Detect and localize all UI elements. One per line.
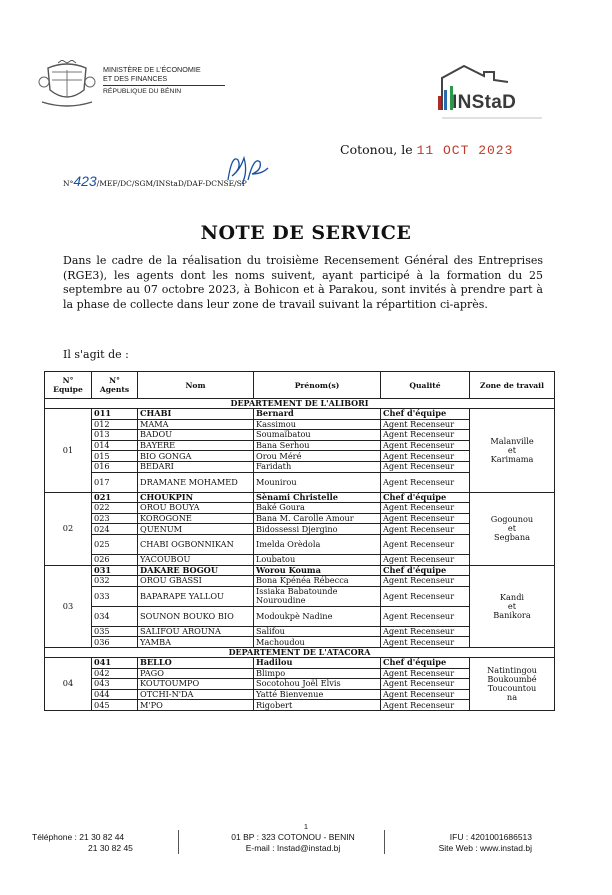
work-zone-line: Segbana [494, 532, 530, 543]
agent-name: YAMBA [138, 637, 254, 648]
work-zone [470, 657, 555, 710]
agent-role: Agent Recenseur [381, 689, 470, 700]
table-row [45, 409, 555, 420]
agent-number: 035 [92, 626, 138, 637]
team-number: 01 [45, 409, 92, 493]
agent-name: BEDARI [138, 461, 254, 472]
department-name: DEPARTEMENT DE L'ATACORA [45, 647, 555, 657]
agent-name: DAKARE BOGOU [138, 565, 254, 576]
agent-role: Agent Recenseur [381, 606, 470, 626]
team-number: 02 [45, 492, 92, 565]
work-zone-line: Boukoumbé [487, 673, 537, 684]
agent-firstname: Modoukpè Nadine [254, 606, 381, 626]
agent-firstname: Imelda Orèdola [254, 534, 381, 554]
agent-firstname: Blimpo [254, 668, 381, 679]
agent-name: QUENUM [138, 524, 254, 535]
footer-phone [32, 832, 133, 853]
agent-role: Agent Recenseur [381, 637, 470, 648]
agent-name: PAGO [138, 668, 254, 679]
agent-number: 045 [92, 700, 138, 711]
republic-name: RÉPUBLIQUE DU BÉNIN [103, 88, 182, 96]
agent-firstname: Loubatou [254, 554, 381, 565]
header-zone: Zone de travail [470, 372, 555, 399]
work-zone-line: et [507, 523, 517, 534]
agent-firstname: Bernard [254, 409, 381, 420]
agent-number: 031 [92, 565, 138, 576]
agent-firstname: Baké Goura [254, 503, 381, 514]
work-zone-line: Banikora [493, 609, 531, 620]
agent-role: Agent Recenseur [381, 513, 470, 524]
agent-role: Agent Recenseur [381, 576, 470, 587]
footer-address-line1: 01 BP : 323 COTONOU - BENIN [231, 832, 355, 842]
work-zone-line: et [507, 444, 517, 455]
table-row [45, 492, 555, 503]
agent-name: CHABI OGBONNIKAN [138, 534, 254, 554]
footer-address [208, 832, 378, 853]
benin-coat-of-arms-icon [38, 60, 96, 110]
header-role: Qualité [381, 372, 470, 399]
work-zone-line: Karimama [490, 453, 534, 464]
agent-role: Agent Recenseur [381, 419, 470, 430]
agent-firstname: Bona Kpénéa Rébecca [254, 576, 381, 587]
agent-number: 026 [92, 554, 138, 565]
agent-name: OROU BOUYA [138, 503, 254, 514]
agent-number: 032 [92, 576, 138, 587]
agent-firstname: Mounirou [254, 472, 381, 492]
agent-name: BELLO [138, 657, 254, 668]
agent-firstname: Machoudou [254, 637, 381, 648]
reference-path: /MEF/DC/SGM/INStaD/DAF-DCNSE/SP [96, 179, 247, 188]
footer-phone-line2: 21 30 82 45 [88, 842, 133, 853]
agent-role: Agent Recenseur [381, 586, 470, 606]
reference-prefix: N° [63, 179, 74, 188]
page-number: 1 [303, 822, 309, 831]
footer-ifu-website [398, 832, 532, 853]
agent-firstname: Bidossessi Djergino [254, 524, 381, 535]
agent-role: Agent Recenseur [381, 503, 470, 514]
agent-firstname: Orou Méré [254, 451, 381, 462]
agent-name: SOUNON BOUKO BIO [138, 606, 254, 626]
agent-name: OROU GBASSI [138, 576, 254, 587]
ministry-name-line1: MINISTÈRE DE L'ÉCONOMIE [103, 65, 201, 74]
team-number: 03 [45, 565, 92, 647]
agent-number: 043 [92, 679, 138, 690]
agent-role: Agent Recenseur [381, 679, 470, 690]
city-label: Cotonou, le [340, 142, 413, 157]
agent-name: YACOUBOU [138, 554, 254, 565]
footer-divider [384, 830, 385, 854]
agent-number: 034 [92, 606, 138, 626]
agent-number: 044 [92, 689, 138, 700]
footer-divider [178, 830, 179, 854]
agent-number: 033 [92, 586, 138, 606]
agent-name: BAYERE [138, 440, 254, 451]
header-name: Nom [138, 372, 254, 399]
team-number: 04 [45, 657, 92, 710]
agent-role: Chef d'équipe [381, 492, 470, 503]
agent-role: Chef d'équipe [381, 565, 470, 576]
agent-role: Agent Recenseur [381, 554, 470, 565]
reference-number [63, 173, 247, 189]
header-agent: N° Agents [92, 372, 138, 399]
agent-name: KOROGONE [138, 513, 254, 524]
department-row [45, 399, 555, 409]
agent-number: 036 [92, 637, 138, 648]
footer-email: E-mail : Instad@instad.bj [245, 842, 341, 853]
ministry-name-line2: ET DES FINANCES [103, 73, 168, 83]
agent-role: Agent Recenseur [381, 461, 470, 472]
agent-firstname: Bana Serhou [254, 440, 381, 451]
agent-role: Agent Recenseur [381, 472, 470, 492]
agent-firstname: Worou Kouma [254, 565, 381, 576]
footer-ifu: IFU : 4201001686513 [449, 832, 532, 842]
footer-website: Site Web : www.instad.bj [438, 842, 532, 853]
agent-firstname: Bana M. Carolle Amour [254, 513, 381, 524]
agent-role: Agent Recenseur [381, 440, 470, 451]
agent-firstname: Issiaka Babatounde Nouroudine [254, 586, 381, 606]
agent-name: SALIFOU AROUNA [138, 626, 254, 637]
department-row [45, 647, 555, 657]
agent-name: BAPARAPE YALLOU [138, 586, 254, 606]
agent-number: 014 [92, 440, 138, 451]
agent-number: 021 [92, 492, 138, 503]
work-zone-line: et [507, 600, 517, 611]
agent-number: 024 [92, 524, 138, 535]
agent-name: DRAMANE MOHAMED [138, 472, 254, 492]
agent-role: Agent Recenseur [381, 524, 470, 535]
work-zone-line: Malanville [490, 435, 534, 446]
agent-name: M'PO [138, 700, 254, 711]
work-zone-line: Kandi [499, 591, 525, 602]
body-paragraph: Dans le cadre de la réalisation du troisième Recensement Général des Entreprises (RGE3), les agents dont les noms suivent, ayant participé à la formation du 25 septembre au 07 octobre 2023, à Bohicon et à Parakou, sont invités à prendre part à la phase de collecte dans leur zone de travail suivant la répartition ci-après. [63, 254, 543, 312]
agent-firstname: Rigobert [254, 700, 381, 711]
table-row [45, 565, 555, 576]
agent-number: 025 [92, 534, 138, 554]
ministry-divider [103, 85, 225, 86]
agent-role: Chef d'équipe [381, 657, 470, 668]
table-row [45, 657, 555, 668]
agent-role: Chef d'équipe [381, 409, 470, 420]
agent-role: Agent Recenseur [381, 451, 470, 462]
agent-number: 015 [92, 451, 138, 462]
work-zone [470, 565, 555, 647]
work-zone-line: Toucountou [487, 682, 537, 693]
reference-handwritten-number: 423 [73, 173, 97, 189]
table-header-row [45, 372, 555, 399]
agent-role: Agent Recenseur [381, 668, 470, 679]
agent-role: Agent Recenseur [381, 626, 470, 637]
agents-table [44, 371, 555, 711]
work-zone-line: na [506, 691, 518, 702]
agent-number: 012 [92, 419, 138, 430]
department-name: DEPARTEMENT DE L'ALIBORI [45, 399, 555, 409]
agent-number: 042 [92, 668, 138, 679]
agent-firstname: Socotohou Joël Elvis [254, 679, 381, 690]
agent-role: Agent Recenseur [381, 430, 470, 441]
agent-name: BADOU [138, 430, 254, 441]
ministry-header [103, 66, 225, 97]
work-zone [470, 409, 555, 493]
agent-firstname: Sènami Christelle [254, 492, 381, 503]
agent-number: 041 [92, 657, 138, 668]
agent-number: 023 [92, 513, 138, 524]
agent-number: 011 [92, 409, 138, 420]
place-and-date [340, 142, 513, 158]
agent-name: BIO GONGA [138, 451, 254, 462]
agent-number: 022 [92, 503, 138, 514]
agent-name: CHOUKPIN [138, 492, 254, 503]
agent-name: MAMA [138, 419, 254, 430]
agent-name: OTCHI-N'DA [138, 689, 254, 700]
agent-name: CHABI [138, 409, 254, 420]
agent-firstname: Faridath [254, 461, 381, 472]
work-zone-line: Natintingou [487, 664, 537, 675]
handwritten-signature-icon [222, 150, 272, 188]
agent-firstname: Yatté Bienvenue [254, 689, 381, 700]
work-zone [470, 492, 555, 565]
agent-name: KOUTOUMPO [138, 679, 254, 690]
document-title: NOTE DE SERVICE [200, 222, 412, 244]
agent-number: 017 [92, 472, 138, 492]
agent-number: 016 [92, 461, 138, 472]
agent-firstname: Salifou [254, 626, 381, 637]
intro-text: Il s'agit de : [63, 348, 129, 361]
agent-firstname: Soumaïbatou [254, 430, 381, 441]
agent-number: 013 [92, 430, 138, 441]
work-zone-line: Gogounou [490, 514, 534, 525]
table-body [45, 399, 555, 711]
instad-logo-text: INStaD [452, 92, 517, 113]
agent-firstname: Hadilou [254, 657, 381, 668]
header-team: N° Equipe [45, 372, 92, 399]
footer-phone-line1: Téléphone : 21 30 82 44 [32, 832, 125, 842]
agent-role: Agent Recenseur [381, 534, 470, 554]
agent-role: Agent Recenseur [381, 700, 470, 711]
date-stamp: 11 OCT 2023 [416, 143, 514, 158]
header-firstname: Prénom(s) [254, 372, 381, 399]
agent-firstname: Kassimou [254, 419, 381, 430]
